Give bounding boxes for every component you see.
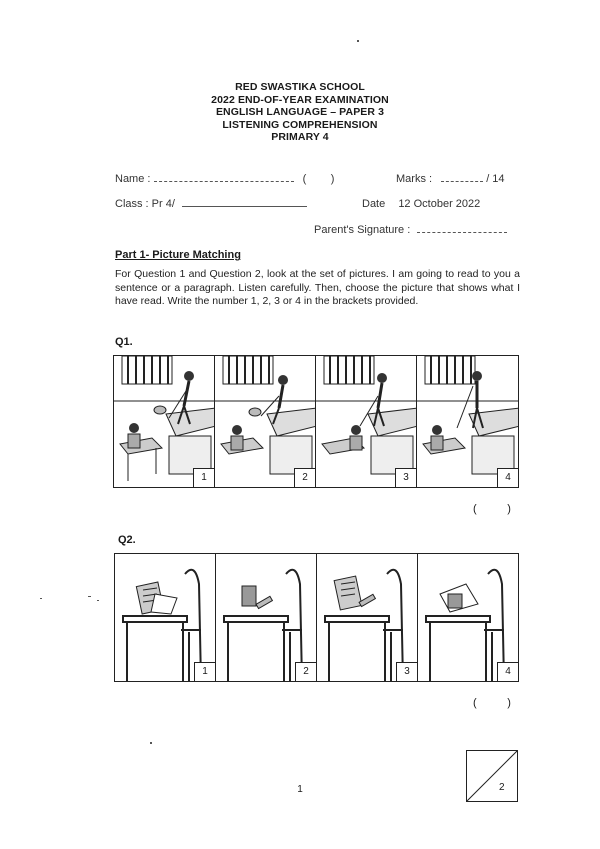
marks-box-total: 2 (499, 782, 505, 793)
marks-line[interactable] (441, 181, 483, 182)
name-label: Name : (115, 173, 151, 185)
paper-title: ENGLISH LANGUAGE – PAPER 3 (215, 106, 385, 118)
q2-panel-1 (114, 553, 216, 682)
q1-picture-set (113, 355, 520, 488)
marks-total: / 14 (486, 173, 505, 185)
panel-number: 2 (295, 662, 316, 681)
marks-box-diagonal (467, 751, 517, 801)
marks-box (466, 750, 518, 802)
panel-number: 3 (396, 662, 417, 681)
panel-number: 2 (294, 468, 315, 487)
level-title: PRIMARY 4 (271, 131, 329, 143)
scan-speck (88, 596, 91, 597)
instructions: For Question 1 and Question 2, look at the set of pictures. I am going to read to you a sentence or a paragraph. Listen carefully. Then, choose the picture that shows what I have read. Write the number 1, 2, 3 or 4 in the brackets provided. (115, 268, 520, 307)
date-field (362, 198, 480, 210)
class-line[interactable] (182, 206, 307, 207)
panel-number: 1 (194, 662, 215, 681)
q1-panel-3 (315, 355, 417, 488)
panel-number: 3 (395, 468, 416, 487)
q1-panel-4 (416, 355, 519, 488)
marks-field (396, 173, 505, 185)
q1-answer-brackets[interactable]: ( ) (473, 503, 511, 515)
date-value: 12 October 2022 (398, 198, 481, 210)
q1-panel-1 (113, 355, 215, 488)
name-line[interactable] (154, 181, 294, 182)
scan-speck (97, 600, 99, 601)
scan-speck (150, 742, 152, 744)
q2-panel-4 (417, 553, 519, 682)
page-number: 1 (297, 784, 303, 795)
component-title: LISTENING COMPREHENSION (222, 118, 378, 131)
q2-answer-brackets[interactable]: ( ) (473, 697, 511, 709)
q2-panel-2 (215, 553, 317, 682)
exam-title: 2022 END-OF-YEAR EXAMINATION (211, 93, 389, 106)
name-field (115, 173, 334, 185)
class-field (115, 198, 307, 210)
marks-label: Marks : (396, 173, 433, 185)
section-title: Part 1- Picture Matching (115, 249, 241, 261)
q1-panel-2 (214, 355, 316, 488)
exam-header (0, 81, 600, 144)
class-label: Class : Pr 4/ (115, 198, 175, 210)
date-label: Date (362, 198, 386, 210)
school-name: RED SWASTIKA SCHOOL (235, 81, 365, 93)
scan-speck (357, 40, 359, 42)
signature-label: Parent's Signature : (314, 224, 411, 236)
signature-line[interactable] (417, 232, 507, 233)
register-number-brackets[interactable]: ( ) (302, 173, 335, 185)
q2-panel-3 (316, 553, 418, 682)
scan-speck (40, 598, 42, 599)
q1-label: Q1. (115, 336, 133, 348)
q2-label: Q2. (118, 534, 136, 546)
panel-number: 1 (193, 468, 214, 487)
panel-number: 4 (497, 468, 518, 487)
signature-field (314, 224, 507, 236)
panel-number: 4 (497, 662, 518, 681)
q2-picture-set (114, 553, 520, 682)
